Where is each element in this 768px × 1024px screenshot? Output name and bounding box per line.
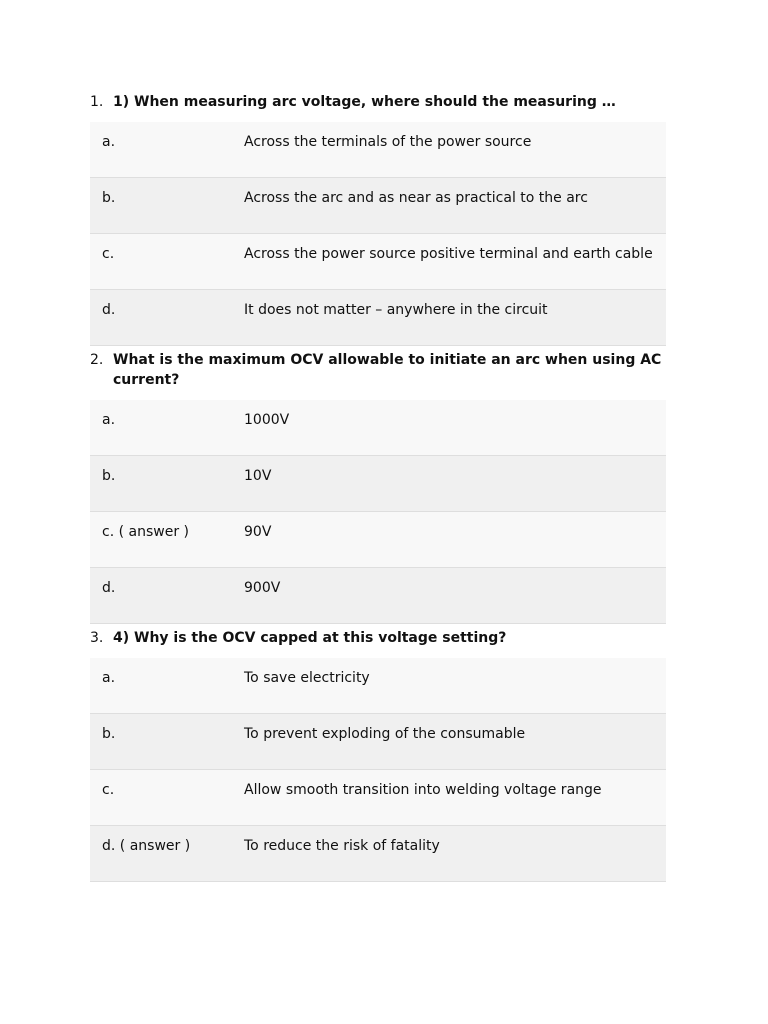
question-number: 3. [90, 630, 104, 646]
option-row-d [90, 568, 666, 624]
question-number: 2. [90, 352, 104, 368]
option-row-d [90, 290, 666, 346]
question-text: 4) Why is the OCV capped at this voltage setting? [113, 630, 507, 646]
question-header [90, 624, 676, 658]
option-row-c [90, 512, 666, 568]
option-text: Allow smooth transition into welding voltage range [232, 770, 666, 826]
option-text: 10V [232, 456, 666, 512]
option-letter: c. [90, 234, 232, 290]
option-letter: a. [90, 122, 232, 178]
option-text: Across the arc and as near as practical to the arc [232, 178, 666, 234]
question-1 [90, 88, 676, 346]
options-table [90, 658, 666, 882]
option-text: To reduce the risk of fatality [232, 826, 666, 882]
option-text: It does not matter – anywhere in the circuit [232, 290, 666, 346]
option-text: To prevent exploding of the consumable [232, 714, 666, 770]
option-letter: d. [90, 568, 232, 624]
question-2 [90, 346, 676, 624]
option-letter: a. [90, 400, 232, 456]
question-header [90, 88, 676, 122]
question-3 [90, 624, 676, 882]
question-number: 1. [90, 94, 104, 110]
option-row-b [90, 456, 666, 512]
option-text: Across the power source positive terminal and earth cable [232, 234, 666, 290]
question-header [90, 346, 676, 400]
option-letter: d. [90, 290, 232, 346]
option-letter: a. [90, 658, 232, 714]
option-letter: d. ( answer ) [90, 826, 232, 882]
question-text: What is the maximum OCV allowable to initiate an arc when using AC current? [113, 352, 662, 388]
option-row-d [90, 826, 666, 882]
option-text: 1000V [232, 400, 666, 456]
option-text: Across the terminals of the power source [232, 122, 666, 178]
option-letter: b. [90, 456, 232, 512]
option-text: To save electricity [232, 658, 666, 714]
option-letter: c. [90, 770, 232, 826]
option-row-c [90, 234, 666, 290]
option-row-b [90, 714, 666, 770]
options-table [90, 122, 666, 346]
option-row-c [90, 770, 666, 826]
quiz-list [90, 88, 676, 882]
option-text: 90V [232, 512, 666, 568]
option-letter: c. ( answer ) [90, 512, 232, 568]
option-text: 900V [232, 568, 666, 624]
option-row-a [90, 658, 666, 714]
options-table [90, 400, 666, 624]
option-row-a [90, 122, 666, 178]
option-row-a [90, 400, 666, 456]
option-letter: b. [90, 178, 232, 234]
option-row-b [90, 178, 666, 234]
question-text: 1) When measuring arc voltage, where should the measuring … [113, 94, 616, 110]
option-letter: b. [90, 714, 232, 770]
